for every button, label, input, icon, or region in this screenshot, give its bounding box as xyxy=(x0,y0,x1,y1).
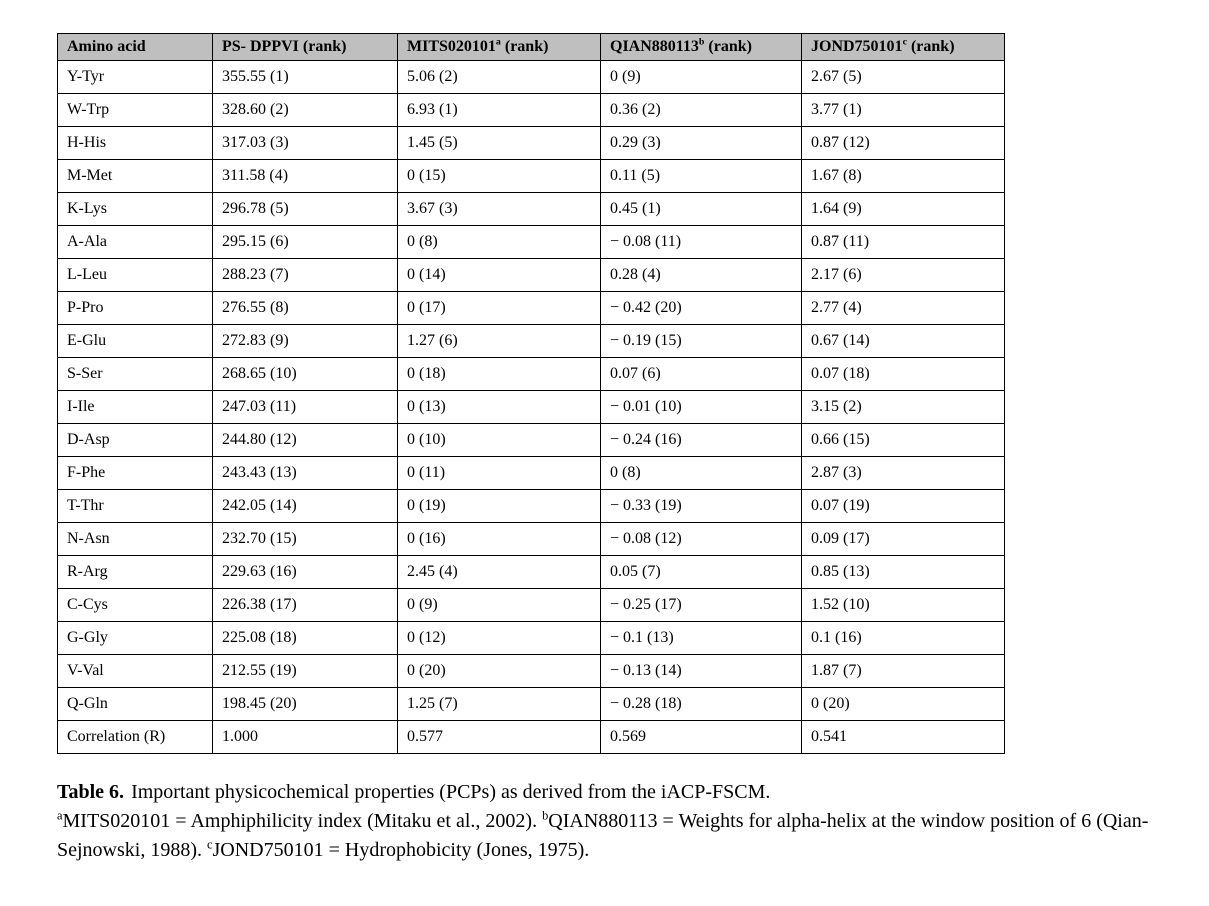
table-cell: 0 (17) xyxy=(398,292,601,325)
footnote-text: JOND750101 = Hydrophobicity (Jones, 1975). xyxy=(212,839,590,861)
table-cell: 2.17 (6) xyxy=(802,259,1005,292)
column-header: QIAN880113$^b$ (rank) xyxy=(601,34,802,61)
table-cell: 272.83 (9) xyxy=(213,325,398,358)
table-cell: − 0.24 (16) xyxy=(601,424,802,457)
footnote-marker: a xyxy=(495,36,501,48)
table-cell: 232.70 (15) xyxy=(213,523,398,556)
table-cell: 0.67 (14) xyxy=(802,325,1005,358)
table-figure xyxy=(57,33,1149,865)
table-cell: − 0.1 (13) xyxy=(601,622,802,655)
table-cell: 0.1 (16) xyxy=(802,622,1005,655)
table-row xyxy=(58,292,1005,325)
table-caption xyxy=(57,778,1149,865)
table-cell: M-Met xyxy=(58,160,213,193)
table-cell: 6.93 (1) xyxy=(398,94,601,127)
table-cell: 0 (19) xyxy=(398,490,601,523)
table-cell: 3.15 (2) xyxy=(802,391,1005,424)
table-cell: 0.36 (2) xyxy=(601,94,802,127)
table-row xyxy=(58,94,1005,127)
table-header xyxy=(58,34,1005,61)
table-cell: 1.27 (6) xyxy=(398,325,601,358)
table-row xyxy=(58,655,1005,688)
caption-line xyxy=(57,778,1149,807)
table-cell: 1.45 (5) xyxy=(398,127,601,160)
table-cell: − 0.08 (12) xyxy=(601,523,802,556)
table-row xyxy=(58,490,1005,523)
caption-title: Important physicochemical properties (PCPs) as derived from the iACP-FSCM. xyxy=(131,781,771,803)
table-cell: 288.23 (7) xyxy=(213,259,398,292)
table-row xyxy=(58,259,1005,292)
table-cell: 0.66 (15) xyxy=(802,424,1005,457)
table-cell: 1.25 (7) xyxy=(398,688,601,721)
table-cell: 276.55 (8) xyxy=(213,292,398,325)
table-cell: 0.07 (19) xyxy=(802,490,1005,523)
table-cell: 0 (18) xyxy=(398,358,601,391)
footnote-text: MITS020101 = Amphiphilicity index (Mitaku et al., 2002). xyxy=(62,810,543,832)
table-cell: 0.45 (1) xyxy=(601,193,802,226)
table-row xyxy=(58,226,1005,259)
table-cell: 0 (11) xyxy=(398,457,601,490)
table-cell: E-Glu xyxy=(58,325,213,358)
table-cell: 317.03 (3) xyxy=(213,127,398,160)
table-cell: 296.78 (5) xyxy=(213,193,398,226)
table-cell: 311.58 (4) xyxy=(213,160,398,193)
column-header: MITS020101$^a$ (rank) xyxy=(398,34,601,61)
table-cell: 198.45 (20) xyxy=(213,688,398,721)
table-cell: 2.77 (4) xyxy=(802,292,1005,325)
table-cell: 0 (14) xyxy=(398,259,601,292)
table-cell: 0 (13) xyxy=(398,391,601,424)
table-cell: 244.80 (12) xyxy=(213,424,398,457)
table-cell: 5.06 (2) xyxy=(398,61,601,94)
table-cell: − 0.01 (10) xyxy=(601,391,802,424)
footnote-marker: a xyxy=(57,808,63,823)
table-cell: 1.67 (8) xyxy=(802,160,1005,193)
table-cell: H-His xyxy=(58,127,213,160)
table-cell: 1.000 xyxy=(213,721,398,754)
table-cell: 0.11 (5) xyxy=(601,160,802,193)
table-cell: 0.87 (11) xyxy=(802,226,1005,259)
table-cell: 0.541 xyxy=(802,721,1005,754)
table-cell: 212.55 (19) xyxy=(213,655,398,688)
table-cell: 0.09 (17) xyxy=(802,523,1005,556)
table-cell: 2.87 (3) xyxy=(802,457,1005,490)
table-cell: 0 (15) xyxy=(398,160,601,193)
table-cell: 328.60 (2) xyxy=(213,94,398,127)
table-cell: L-Leu xyxy=(58,259,213,292)
table-cell: 247.03 (11) xyxy=(213,391,398,424)
table-cell: 0.29 (3) xyxy=(601,127,802,160)
table-cell: 355.55 (1) xyxy=(213,61,398,94)
table-cell: I-Ile xyxy=(58,391,213,424)
table-cell: − 0.08 (11) xyxy=(601,226,802,259)
table-cell: 0 (10) xyxy=(398,424,601,457)
caption-label: Table 6. xyxy=(57,781,125,803)
table-body xyxy=(58,61,1005,754)
table-cell: 0.87 (12) xyxy=(802,127,1005,160)
table-row xyxy=(58,556,1005,589)
table-cell: 0 (20) xyxy=(802,688,1005,721)
table-cell: G-Gly xyxy=(58,622,213,655)
table-row xyxy=(58,127,1005,160)
table-cell: − 0.25 (17) xyxy=(601,589,802,622)
table-cell: Q-Gln xyxy=(58,688,213,721)
table-cell: − 0.42 (20) xyxy=(601,292,802,325)
table-cell: − 0.19 (15) xyxy=(601,325,802,358)
table-cell: 0 (9) xyxy=(398,589,601,622)
table-row xyxy=(58,61,1005,94)
header-row xyxy=(58,34,1005,61)
footnote-marker: c xyxy=(207,837,213,852)
table-cell: K-Lys xyxy=(58,193,213,226)
table-footnotes xyxy=(57,807,1149,865)
table-row xyxy=(58,688,1005,721)
table-cell: 1.87 (7) xyxy=(802,655,1005,688)
footnote-marker: c xyxy=(902,36,907,48)
table-cell: − 0.13 (14) xyxy=(601,655,802,688)
table-row xyxy=(58,523,1005,556)
table-row xyxy=(58,424,1005,457)
table-cell: T-Thr xyxy=(58,490,213,523)
table-cell: D-Asp xyxy=(58,424,213,457)
table-cell: S-Ser xyxy=(58,358,213,391)
table-cell: 0.85 (13) xyxy=(802,556,1005,589)
footnote-marker: b xyxy=(542,808,549,823)
table-cell: A-Ala xyxy=(58,226,213,259)
table-cell: C-Cys xyxy=(58,589,213,622)
table-cell: − 0.33 (19) xyxy=(601,490,802,523)
column-header: JOND750101$^c$ (rank) xyxy=(802,34,1005,61)
table-cell: 226.38 (17) xyxy=(213,589,398,622)
column-header: PS- DPPVI (rank) xyxy=(213,34,398,61)
table-cell: 2.67 (5) xyxy=(802,61,1005,94)
table-cell: 295.15 (6) xyxy=(213,226,398,259)
table-cell: − 0.28 (18) xyxy=(601,688,802,721)
table-cell: 0 (20) xyxy=(398,655,601,688)
table-cell: 0.05 (7) xyxy=(601,556,802,589)
table-cell: 3.77 (1) xyxy=(802,94,1005,127)
table-cell: 0.577 xyxy=(398,721,601,754)
table-cell: 0 (16) xyxy=(398,523,601,556)
table-cell: 229.63 (16) xyxy=(213,556,398,589)
table-cell: P-Pro xyxy=(58,292,213,325)
table-row xyxy=(58,325,1005,358)
table-cell: 2.45 (4) xyxy=(398,556,601,589)
table-cell: V-Val xyxy=(58,655,213,688)
table-cell: 242.05 (14) xyxy=(213,490,398,523)
table-row xyxy=(58,457,1005,490)
table-cell: 0 (8) xyxy=(601,457,802,490)
table-cell: Y-Tyr xyxy=(58,61,213,94)
table-cell: 0.07 (6) xyxy=(601,358,802,391)
table-cell: 0 (8) xyxy=(398,226,601,259)
table-cell: 0 (9) xyxy=(601,61,802,94)
table-cell: R-Arg xyxy=(58,556,213,589)
table-cell: 0.07 (18) xyxy=(802,358,1005,391)
table-row xyxy=(58,160,1005,193)
table-cell: W-Trp xyxy=(58,94,213,127)
correlation-row xyxy=(58,721,1005,754)
table-cell: 225.08 (18) xyxy=(213,622,398,655)
column-header: Amino acid xyxy=(58,34,213,61)
table-cell: 1.52 (10) xyxy=(802,589,1005,622)
table-cell: 268.65 (10) xyxy=(213,358,398,391)
table-cell: Correlation (R) xyxy=(58,721,213,754)
table-cell: 3.67 (3) xyxy=(398,193,601,226)
table-row xyxy=(58,358,1005,391)
pcp-table xyxy=(57,33,1005,754)
footnote-text: QIAN880113 = Weights for alpha-helix at the window position of 6 (Qian-Sejnowski, 1988). xyxy=(57,810,1149,861)
table-cell: 0.28 (4) xyxy=(601,259,802,292)
table-cell: N-Asn xyxy=(58,523,213,556)
table-cell: 0 (12) xyxy=(398,622,601,655)
footnote-marker: b xyxy=(698,36,705,48)
table-cell: 0.569 xyxy=(601,721,802,754)
table-cell: F-Phe xyxy=(58,457,213,490)
table-row xyxy=(58,622,1005,655)
table-cell: 1.64 (9) xyxy=(802,193,1005,226)
table-cell: 243.43 (13) xyxy=(213,457,398,490)
table-row xyxy=(58,391,1005,424)
table-row xyxy=(58,589,1005,622)
table-row xyxy=(58,193,1005,226)
